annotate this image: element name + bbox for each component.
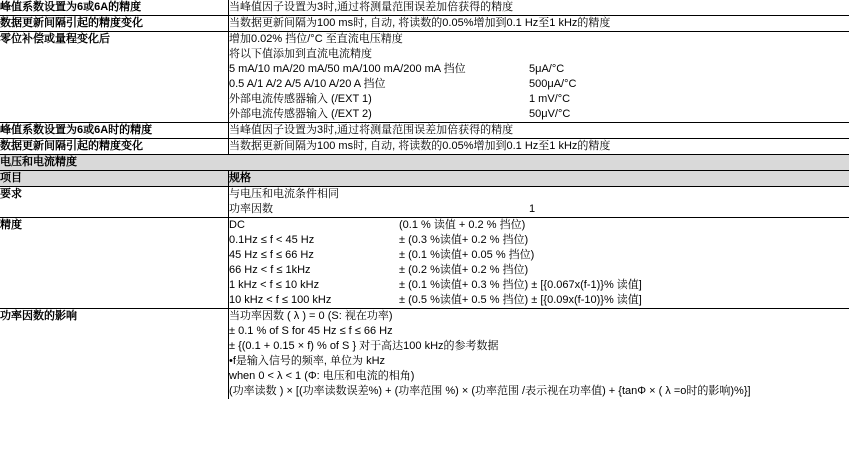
text-line: 增加0.02% 挡位/°C 至直流电压精度 (229, 33, 403, 45)
table-row (0, 16, 849, 32)
accuracy-entry (229, 263, 849, 278)
row-label-peak-factor-top: 峰值系数设置为6或6A的精度 (0, 0, 229, 16)
row-label-power-factor-influence: 功率因数的影响 (0, 309, 229, 400)
text-line: 当数据更新间隔为100 ms时, 自动, 将读数的0.05%增加到0.1 Hz至1 kHz的精度 (229, 140, 611, 152)
range-name: 外部电流传感器输入 (/EXT 1) (229, 93, 372, 105)
range-name: 外部电流传感器输入 (/EXT 2) (229, 108, 372, 120)
accuracy-entry (229, 233, 849, 248)
row-body-update-interval-top (229, 16, 849, 32)
text-line: 当功率因数 ( λ ) = 0 (S: 视在功率) (229, 310, 393, 322)
row-body-peak-factor-mid (229, 123, 849, 139)
row-body-accuracy (229, 218, 849, 309)
requirement-name: 功率因数 (229, 203, 273, 215)
table-row (0, 123, 849, 139)
accuracy-value: ± (0.5 %读值+ 0.5 % 挡位) ± [{0.09x(f-10)}% 读值] (399, 294, 642, 306)
accuracy-condition: 0.1Hz ≤ f < 45 Hz (229, 234, 315, 246)
table-header-row (0, 171, 849, 187)
text-line: (功率读数 ) × [(功率读数误差%) + (功率范围 %) × (功率范围 /表示视在功率值) + {tanΦ × ( λ =o时的影响)%}] (229, 385, 751, 397)
table-row (0, 187, 849, 218)
row-label-update-interval-mid: 数据更新间隔引起的精度变化 (0, 139, 229, 155)
range-pair (229, 77, 849, 92)
accuracy-entry (229, 278, 849, 293)
table-row (0, 309, 849, 400)
text-line: ± {(0.1 + 0.15 × f) % of S } 对于高达100 kHz的参考数据 (229, 340, 499, 352)
row-body-requirement (229, 187, 849, 218)
accuracy-entry (229, 218, 849, 233)
accuracy-value: ± (0.3 %读值+ 0.2 % 挡位) (399, 234, 529, 246)
row-label-peak-factor-mid: 峰值系数设置为6或6A时的精度 (0, 123, 229, 139)
range-name: 0.5 A/1 A/2 A/5 A/10 A/20 A 挡位 (229, 78, 386, 90)
requirement-value: 1 (529, 203, 536, 215)
accuracy-condition: 1 kHz < f ≤ 10 kHz (229, 279, 320, 291)
table-row (0, 32, 849, 123)
accuracy-value: ± (0.1 %读值+ 0.05 % 挡位) (399, 249, 535, 261)
row-body-peak-factor-top (229, 0, 849, 16)
section-title: 电压和电流精度 (0, 155, 849, 171)
row-body-zero-compensation (229, 32, 849, 123)
range-value: 5μA/°C (529, 63, 565, 75)
requirement-pair (229, 202, 849, 217)
text-line: 当峰值因子设置为3时,通过将测量范围误差加倍获得的精度 (229, 1, 514, 13)
section-header-row (0, 155, 849, 171)
text-line: 将以下值添加到直流电流精度 (229, 48, 372, 60)
text-line: ± 0.1 % of S for 45 Hz ≤ f ≤ 66 Hz (229, 325, 393, 337)
text-line: when 0 < λ < 1 (Φ: 电压和电流的相角) (229, 370, 415, 382)
range-name: 5 mA/10 mA/20 mA/50 mA/100 mA/200 mA 挡位 (229, 63, 466, 75)
accuracy-value: ± (0.2 %读值+ 0.2 % 挡位) (399, 264, 529, 276)
accuracy-value: (0.1 % 读值 + 0.2 % 挡位) (399, 219, 526, 231)
accuracy-condition: 66 Hz < f ≤ 1kHz (229, 264, 311, 276)
accuracy-condition: 45 Hz ≤ f ≤ 66 Hz (229, 249, 314, 261)
text-line: 与电压和电流条件相同 (229, 188, 339, 200)
accuracy-condition: 10 kHz < f ≤ 100 kHz (229, 294, 332, 306)
accuracy-entry (229, 248, 849, 263)
range-pair (229, 107, 849, 122)
text-line: 当数据更新间隔为100 ms时, 自动, 将读数的0.05%增加到0.1 Hz至1 kHz的精度 (229, 17, 611, 29)
text-line: 当峰值因子设置为3时,通过将测量范围误差加倍获得的精度 (229, 124, 514, 136)
accuracy-entry (229, 293, 849, 308)
range-pair (229, 62, 849, 77)
table-row (0, 0, 849, 16)
row-label-requirement: 要求 (0, 187, 229, 218)
accuracy-value: ± (0.1 %读值+ 0.3 % 挡位) ± [{0.067x(f-1)}% 读值] (399, 279, 642, 291)
range-value: 1 mV/°C (529, 93, 571, 105)
row-label-accuracy: 精度 (0, 218, 229, 309)
range-value: 50μV/°C (529, 108, 571, 120)
row-label-zero-compensation: 零位补偿或量程变化后 (0, 32, 229, 123)
column-header-item: 项目 (0, 171, 229, 187)
accuracy-condition: DC (229, 219, 245, 231)
row-body-power-factor-influence (229, 309, 849, 400)
table-row (0, 218, 849, 309)
range-pair (229, 92, 849, 107)
table-row (0, 139, 849, 155)
text-line: •f是输入信号的频率, 单位为 kHz (229, 355, 386, 367)
column-header-spec: 规格 (229, 171, 849, 187)
row-label-update-interval-top: 数据更新间隔引起的精度变化 (0, 16, 229, 32)
row-body-update-interval-mid (229, 139, 849, 155)
range-value: 500μA/°C (529, 78, 577, 90)
